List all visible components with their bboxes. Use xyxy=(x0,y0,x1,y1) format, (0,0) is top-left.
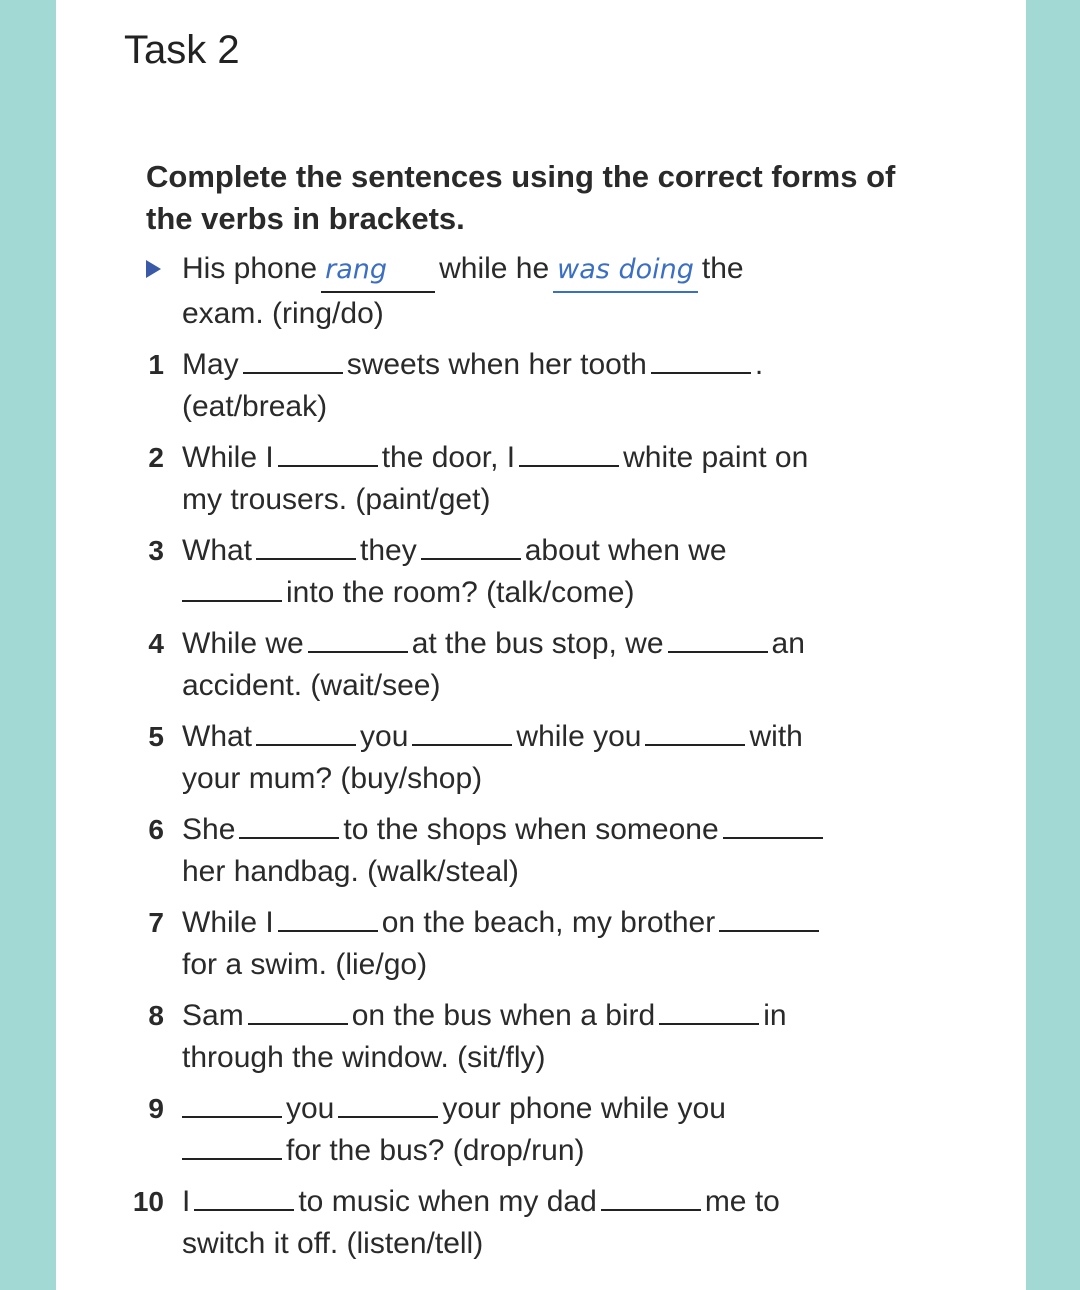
exercise-item-8 xyxy=(126,995,926,1079)
item-number: 7 xyxy=(148,907,164,938)
item-text: me to xyxy=(704,1185,780,1218)
item-text: in xyxy=(763,999,787,1032)
answer-blank[interactable] xyxy=(256,742,356,746)
item-text: the door, I xyxy=(381,441,516,474)
answer-blank[interactable] xyxy=(723,835,823,839)
item-number: 6 xyxy=(148,814,164,845)
item-number: 8 xyxy=(148,1000,164,1031)
example-text: exam. (ring/do) xyxy=(182,297,384,330)
worksheet-page xyxy=(56,0,1026,1290)
item-number: 5 xyxy=(148,721,164,752)
item-text: While I xyxy=(182,441,274,474)
instructions: Complete the sentences using the correct forms of the verbs in brackets. xyxy=(146,159,896,236)
exercise-item-3 xyxy=(126,530,926,614)
item-text: through the window. (sit/fly) xyxy=(182,1041,546,1074)
answer-blank[interactable] xyxy=(182,1156,282,1160)
item-text: What xyxy=(182,720,253,753)
item-text: you xyxy=(360,720,409,753)
item-text: my trousers. (paint/get) xyxy=(182,483,491,516)
item-text: sweets when her tooth xyxy=(346,348,647,381)
item-text: for a swim. (lie/go) xyxy=(182,948,428,981)
example-answer-2: was doing xyxy=(553,249,698,293)
item-text: you xyxy=(286,1092,335,1125)
item-number: 3 xyxy=(148,535,164,566)
answer-blank[interactable] xyxy=(278,928,378,932)
item-text: into the room? (talk/come) xyxy=(286,576,635,609)
item-text: to music when my dad xyxy=(298,1185,597,1218)
item-text: your phone while you xyxy=(442,1092,726,1125)
exercise-item-7 xyxy=(126,902,926,986)
exercise-item-9 xyxy=(126,1088,926,1172)
item-text: they xyxy=(360,534,417,567)
exercise-item-4 xyxy=(126,623,926,707)
answer-blank[interactable] xyxy=(239,835,339,839)
exercise-list xyxy=(126,248,926,1274)
example-text: His phone xyxy=(182,252,318,285)
item-text: What xyxy=(182,534,253,567)
answer-blank[interactable] xyxy=(651,370,751,374)
item-number: 10 xyxy=(132,1186,164,1217)
answer-blank[interactable] xyxy=(601,1207,701,1211)
item-text: on the bus when a bird xyxy=(351,999,656,1032)
answer-blank[interactable] xyxy=(243,370,343,374)
item-number: 9 xyxy=(148,1093,164,1124)
answer-blank[interactable] xyxy=(719,928,819,932)
item-text: about when we xyxy=(524,534,727,567)
answer-blank[interactable] xyxy=(194,1207,294,1211)
item-text: While we xyxy=(182,627,304,660)
item-text: I xyxy=(182,1185,191,1218)
exercise-item-6 xyxy=(126,809,926,893)
item-text: at the bus stop, we xyxy=(411,627,664,660)
answer-blank[interactable] xyxy=(421,556,521,560)
item-text: She xyxy=(182,813,236,846)
exercise-item-1 xyxy=(126,344,926,428)
item-number: 2 xyxy=(148,442,164,473)
item-text: to the shops when someone xyxy=(343,813,719,846)
answer-blank[interactable] xyxy=(645,742,745,746)
item-text: May xyxy=(182,348,239,381)
exercise-item-10 xyxy=(126,1181,926,1265)
item-text: while you xyxy=(516,720,642,753)
item-text: your mum? (buy/shop) xyxy=(182,762,483,795)
example-item xyxy=(126,248,926,335)
item-number: 1 xyxy=(148,349,164,380)
item-text: . xyxy=(754,348,764,381)
item-text: switch it off. (listen/tell) xyxy=(182,1227,484,1260)
item-number: 4 xyxy=(148,628,164,659)
example-text: the xyxy=(701,252,744,285)
answer-blank[interactable] xyxy=(668,649,768,653)
answer-blank[interactable] xyxy=(519,463,619,467)
task-title: Task 2 xyxy=(124,28,240,72)
item-text: with xyxy=(749,720,803,753)
answer-blank[interactable] xyxy=(338,1114,438,1118)
item-text: on the beach, my brother xyxy=(381,906,716,939)
item-text: for the bus? (drop/run) xyxy=(286,1134,585,1167)
example-answer-1: rang xyxy=(321,249,435,293)
item-text: (eat/break) xyxy=(182,390,328,423)
exercise-item-5 xyxy=(126,716,926,800)
answer-blank[interactable] xyxy=(182,1114,282,1118)
answer-blank[interactable] xyxy=(182,598,282,602)
item-text: While I xyxy=(182,906,274,939)
answer-blank[interactable] xyxy=(308,649,408,653)
answer-blank[interactable] xyxy=(659,1021,759,1025)
item-text: an xyxy=(771,627,805,660)
play-triangle-icon xyxy=(146,260,161,278)
item-text: accident. (wait/see) xyxy=(182,669,441,702)
answer-blank[interactable] xyxy=(278,463,378,467)
answer-blank[interactable] xyxy=(412,742,512,746)
answer-blank[interactable] xyxy=(248,1021,348,1025)
exercise-item-2 xyxy=(126,437,926,521)
item-text: white paint on xyxy=(623,441,809,474)
example-text: while he xyxy=(439,252,550,285)
item-text: Sam xyxy=(182,999,244,1032)
item-text: her handbag. (walk/steal) xyxy=(182,855,519,888)
answer-blank[interactable] xyxy=(256,556,356,560)
